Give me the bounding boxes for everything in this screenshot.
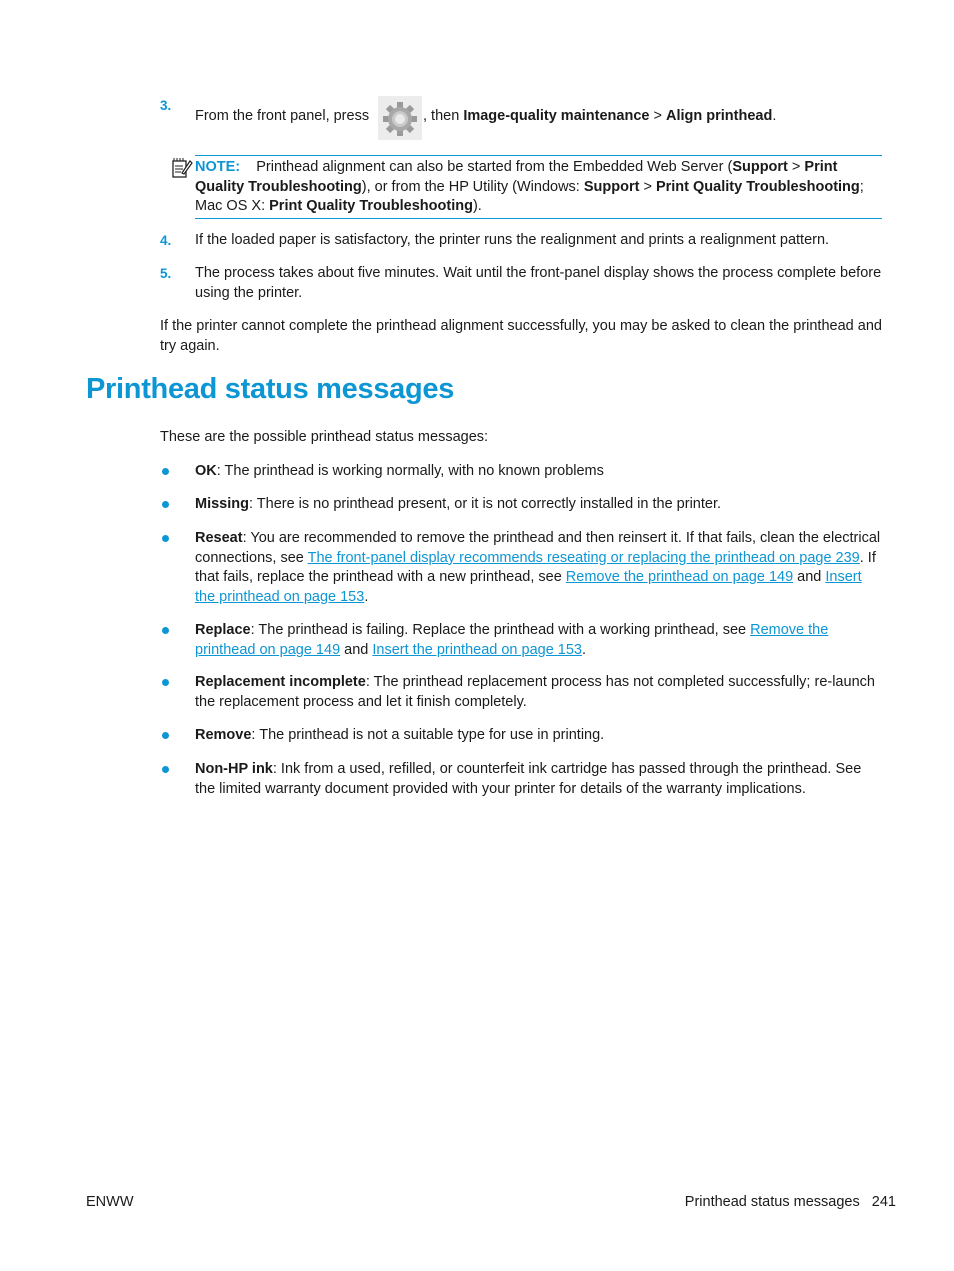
status-item-reseat: [195, 529, 885, 607]
link-remove-printhead[interactable]: Remove the printhead on page 149: [195, 622, 829, 658]
status-item-ok: [195, 462, 885, 482]
status-term: OK: [195, 463, 217, 479]
status-desc: : There is no printhead present, or it is not correctly installed in the printer.: [248, 496, 722, 512]
note-t6: ).: [472, 198, 482, 214]
note-t1: Printhead alignment can also be started from the Embedded Web Server (: [256, 159, 733, 175]
menu-separator: >: [653, 108, 662, 124]
bullet-dot: [162, 627, 169, 634]
bullet-dot: [162, 501, 169, 508]
step-3-period: .: [772, 108, 777, 124]
menu-image-quality-maintenance: Image-quality maintenance: [463, 108, 650, 124]
status-desc: and: [793, 569, 826, 585]
note-t4: >: [639, 178, 656, 195]
status-desc: and: [340, 641, 373, 658]
step-3-then: , then: [423, 108, 460, 124]
status-item-replacement-incomplete: [195, 673, 885, 712]
bullet-dot: [162, 766, 169, 773]
status-term: Missing: [195, 496, 249, 512]
link-front-panel-reseat[interactable]: The front-panel display recommends reseating or replacing the printhead on page 239: [307, 549, 860, 566]
bullet-dot: [162, 732, 169, 739]
alignment-fail-paragraph: If the printer cannot complete the printhead alignment successfully, you may be asked to clean the printhead and try again.: [160, 318, 882, 354]
note-t3: ), or from the HP Utility (Windows:: [361, 178, 584, 195]
step-5-text: The process takes about five minutes. Wait until the front-panel display shows the process complete before using the printer.: [195, 265, 882, 301]
step-4-text: If the loaded paper is satisfactory, the printer runs the realignment and prints a realignment pattern.: [195, 232, 830, 248]
status-term: Replace: [195, 622, 251, 638]
status-desc: .: [582, 641, 587, 658]
status-item-remove: [195, 726, 885, 746]
status-desc: . If that fails, replace the printhead with a new printhead, see: [195, 549, 876, 585]
status-desc: : The printhead is failing. Replace the printhead with a working printhead, see: [250, 622, 751, 638]
link-insert-printhead[interactable]: Insert the printhead on page 153: [195, 569, 862, 605]
note-text: [195, 158, 885, 217]
step-4-number: 4.: [160, 233, 172, 248]
note-b3: Support: [583, 178, 640, 195]
status-item-replace: [195, 621, 885, 660]
section-heading: Printhead status messages: [86, 373, 455, 405]
note-t2: >: [787, 159, 805, 175]
bullet-dot: [162, 535, 169, 542]
bullet-dot: [162, 468, 169, 475]
note-b5: Print Quality Troubleshooting: [269, 198, 473, 214]
step-3-before: From the front panel, press: [195, 108, 370, 124]
status-desc: : The printhead is working normally, with no known problems: [216, 463, 604, 479]
step-3-text: [195, 107, 369, 127]
note-b4: Print Quality Troubleshooting: [655, 178, 860, 195]
status-item-non-hp-ink: [195, 760, 885, 799]
note-pencil-icon: [171, 157, 193, 179]
settings-gear-icon: [378, 96, 422, 140]
status-desc: .: [364, 588, 369, 605]
status-desc: : You are recommended to remove the printhead and then reinsert it. If that fails, clean the electrical connections, see: [195, 530, 881, 566]
footer-section-title: Printhead status messages: [684, 1194, 860, 1210]
note-label: NOTE:: [195, 159, 241, 175]
status-term: Remove: [195, 727, 252, 743]
footer-right: [685, 1193, 896, 1213]
step-5-number: 5.: [160, 266, 172, 281]
footer-left: ENWW: [86, 1194, 134, 1210]
note-b2: Print Quality Troubleshooting: [195, 159, 838, 195]
note-t5: ; Mac OS X:: [195, 178, 864, 214]
step-3-after: [423, 107, 776, 127]
menu-align-printhead: Align printhead: [665, 108, 773, 124]
link-insert-printhead[interactable]: Insert the printhead on page 153: [372, 641, 582, 658]
status-term: Replacement incomplete: [195, 674, 366, 690]
bullet-dot: [162, 679, 169, 686]
status-desc: : Ink from a used, refilled, or counterfeit ink cartridge has passed through the printhead. See the limited warranty document provided with your printer for details of the warranty implications.: [195, 761, 862, 797]
status-term: Non-HP ink: [195, 761, 273, 777]
intro-text: These are the possible printhead status messages:: [160, 429, 489, 445]
status-term: Reseat: [195, 530, 243, 546]
link-remove-printhead[interactable]: Remove the printhead on page 149: [565, 569, 794, 585]
status-desc: : The printhead is not a suitable type for use in printing.: [251, 727, 605, 743]
status-desc: : The printhead replacement process has not completed successfully; re-launch the replacement process and let it finish completely.: [195, 674, 875, 710]
step-3-number: 3.: [160, 98, 172, 113]
note-b1: Support: [732, 159, 788, 175]
footer-page-number: 241: [871, 1194, 896, 1210]
status-item-missing: [195, 495, 885, 515]
